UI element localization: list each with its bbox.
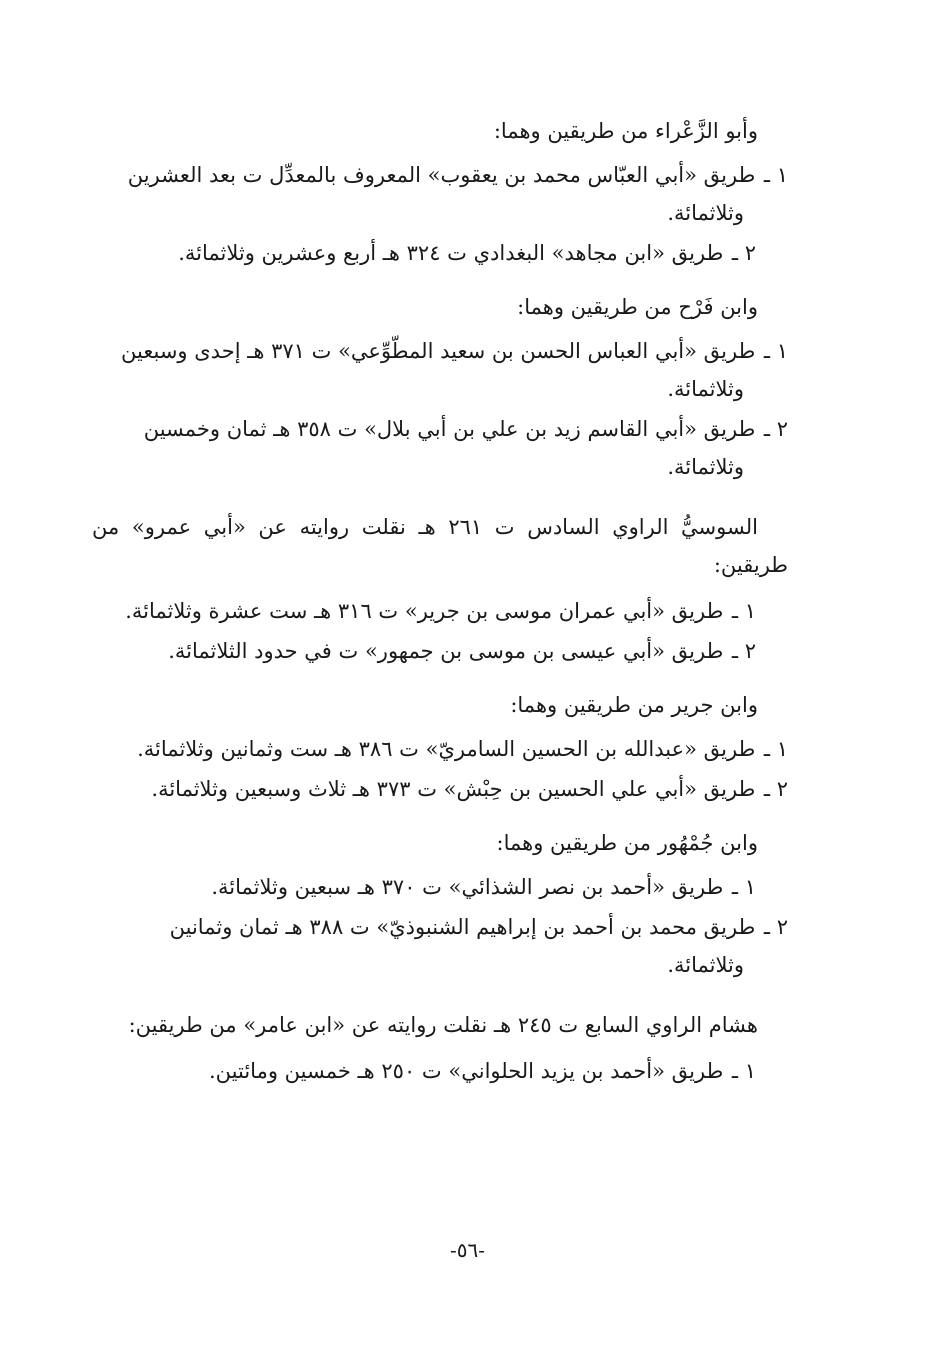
list-item xyxy=(92,730,788,768)
item-text: طريق «أبي عيسى بن موسى بن جمهور» ت في حدود الثلاثمائة. xyxy=(168,639,724,663)
item-number: ١ ـ xyxy=(763,163,788,187)
section-intro: وأبو الزَّعْراء من طريقين وهما: xyxy=(493,119,758,143)
section-paragraph: السوسيُّ الراوي السادس ت ٢٦١ هـ نقلت روايته عن «أبي عمرو» من طريقين: xyxy=(92,515,788,577)
item-number: ١ ـ xyxy=(731,599,756,623)
section-intro: وابن فَرْح من طريقين وهما: xyxy=(517,295,758,319)
list-item xyxy=(92,410,788,486)
item-text: طريق «عبدالله بن الحسين السامريّ» ت ٣٨٦ هـ ست وثمانين وثلاثمائة. xyxy=(137,737,756,761)
item-number: ٢ ـ xyxy=(763,915,788,939)
item-text: طريق «أبي علي الحسين بن حِبْش» ت ٣٧٣ هـ ثلاث وسبعين وثلاثمائة. xyxy=(151,777,756,801)
item-text: طريق «أبي عمران موسى بن جرير» ت ٣١٦ هـ ست عشرة وثلاثمائة. xyxy=(125,599,724,623)
item-number: ٢ ـ xyxy=(731,241,756,265)
item-continuation: وثلاثمائة. xyxy=(667,377,744,401)
section-paragraph: هشام الراوي السابع ت ٢٤٥ هـ نقلت روايته عن «ابن عامر» من طريقين: xyxy=(128,1013,758,1037)
item-number: ٢ ـ xyxy=(763,777,788,801)
list-item xyxy=(92,770,788,808)
item-continuation: وثلاثمائة. xyxy=(667,953,744,977)
section-intro: وابن جُمْهُور من طريقين وهما: xyxy=(496,831,758,855)
item-text: طريق «ابن مجاهد» البغدادي ت ٣٢٤ هـ أربع وعشرين وثلاثمائة. xyxy=(178,241,724,265)
item-text: طريق «أبي القاسم زيد بن علي بن أبي بلال» ت ٣٥٨ هـ ثمان وخمسين xyxy=(143,417,756,441)
page-body xyxy=(92,112,788,1092)
item-text: طريق «أبي العبّاس محمد بن يعقوب» المعروف بالمعدِّل ت بعد العشرين xyxy=(127,163,756,187)
list-item xyxy=(92,592,788,630)
list-item xyxy=(92,332,788,408)
list-item xyxy=(92,156,788,232)
item-number: ١ ـ xyxy=(763,737,788,761)
item-number: ٢ ـ xyxy=(763,417,788,441)
list-item xyxy=(92,632,788,670)
item-text: طريق «أحمد بن يزيد الحلواني» ت ٢٥٠ هـ خمسين ومائتين. xyxy=(209,1059,724,1083)
item-continuation: وثلاثمائة. xyxy=(667,455,744,479)
list-item xyxy=(92,868,788,906)
page-number: -٥٦- xyxy=(449,1238,485,1262)
list-item xyxy=(92,234,788,272)
list-item xyxy=(92,908,788,984)
item-text: طريق محمد بن أحمد بن إبراهيم الشنبوذيّ» ت ٣٨٨ هـ ثمان وثمانين xyxy=(169,915,756,939)
item-text: طريق «أحمد بن نصر الشذائي» ت ٣٧٠ هـ سبعين وثلاثمائة. xyxy=(211,875,724,899)
list-item xyxy=(92,1052,788,1090)
item-continuation: وثلاثمائة. xyxy=(667,201,744,225)
item-number: ١ ـ xyxy=(731,875,756,899)
section-intro: وابن جرير من طريقين وهما: xyxy=(510,693,758,717)
item-number: ٢ ـ xyxy=(731,639,756,663)
item-number: ١ ـ xyxy=(763,339,788,363)
item-text: طريق «أبي العباس الحسن بن سعيد المطّوِّعي» ت ٣٧١ هـ إحدى وسبعين xyxy=(121,339,756,363)
item-number: ١ ـ xyxy=(731,1059,756,1083)
